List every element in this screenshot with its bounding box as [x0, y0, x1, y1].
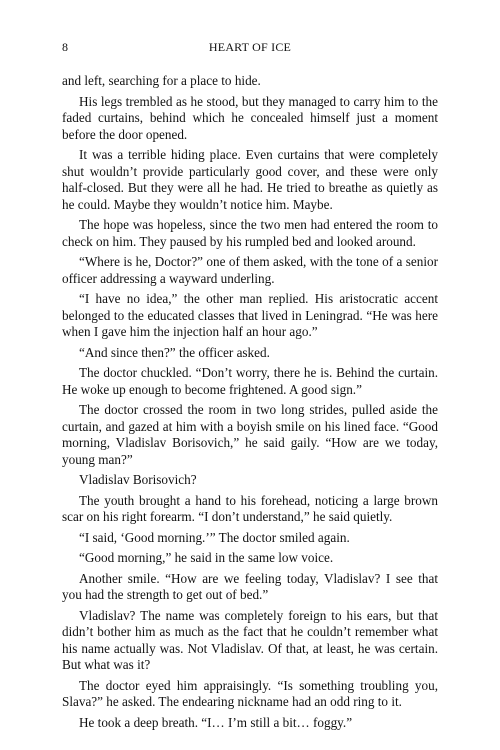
paragraph: Another smile. “How are we feeling today, Vladislav? I see that you had the strength to get out of bed.”	[62, 570, 438, 602]
paragraph: and left, searching for a place to hide.	[62, 73, 261, 88]
paragraph: The doctor crossed the room in two long strides, pulled aside the curtain, and gazed at him with a boyish smile on his lined face. “Good morning, Vladislav Borisovich,” he said gaily. “How are we today, young man?”	[62, 402, 438, 467]
paragraph: The youth brought a hand to his forehead, noticing a large brown scar on his right forearm. “I don’t understand,” he said quietly.	[62, 492, 438, 524]
running-head	[62, 38, 438, 56]
paragraph: “I said, ‘Good morning.’” The doctor smiled again.	[79, 529, 350, 545]
paragraph: Vladislav? The name was completely foreign to his ears, but that didn’t bother him as much as the fact that he couldn’t remember what his name actually was. Not Vladislav. Of that, at least, he was certain. But what was it?	[62, 607, 438, 672]
paragraph: Vladislav Borisovich?	[79, 472, 197, 487]
paragraph: The hope was hopeless, since the two men had entered the room to check on him. They paused by his rumpled bed and looked around.	[62, 217, 438, 249]
paragraph: “And since then?” the officer asked.	[79, 344, 270, 360]
paragraph: “Good morning,” he said in the same low voice.	[79, 550, 334, 565]
paragraph: The doctor eyed him appraisingly. “Is something troubling you, Slava?” he asked. The endearing nickname had an odd ring to it.	[62, 677, 438, 709]
paragraph: It was a terrible hiding place. Even curtains that were completely shut wouldn’t provide particularly good cover, and these were only half-closed. But they were all he had. He tried to breathe as quietly as he could. Maybe they wouldn’t notice him. Maybe.	[62, 147, 438, 212]
book-title: HEART OF ICE	[208, 40, 292, 54]
paragraph: The doctor chuckled. “Don’t worry, there he is. Behind the curtain. He woke up enough to become frightened. A good sign.”	[62, 365, 438, 397]
body-text	[62, 73, 438, 731]
paragraph: “I have no idea,” the other man replied. His aristocratic accent belonged to the educated classes that lived in Leningrad. “He was here when I gave him the injection half an hour ago.”	[62, 291, 438, 339]
page-number: 8	[62, 40, 68, 54]
paragraph: His legs trembled as he stood, but they managed to carry him to the faded curtains, behind which he concealed himself just a moment before the door opened.	[62, 93, 438, 142]
paragraph: He took a deep breath. “I… I’m still a bit… foggy.”	[79, 714, 353, 730]
paragraph: “Where is he, Doctor?” one of them asked, with the tone of a senior officer addressing a wayward underling.	[62, 254, 438, 286]
book-page	[62, 38, 438, 735]
